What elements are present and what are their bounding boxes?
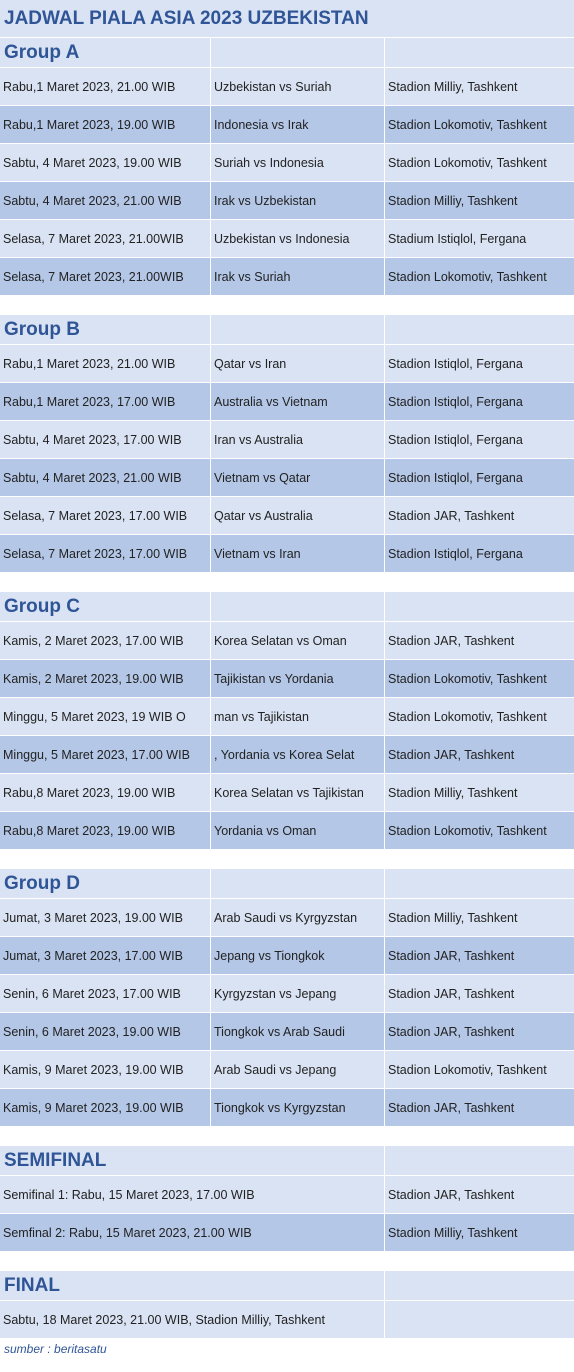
match-date: Jumat, 3 Maret 2023, 17.00 WIB <box>3 948 183 963</box>
match-date: Senin, 6 Maret 2023, 17.00 WIB <box>3 986 181 1001</box>
match-date: Senin, 6 Maret 2023, 19.00 WIB <box>3 1024 181 1039</box>
match-venue: Stadion Milliy, Tashkent <box>384 1214 574 1251</box>
match-date: Sabtu, 4 Maret 2023, 19.00 WIB <box>3 155 182 170</box>
match-venue: Stadion Lokomotiv, Tashkent <box>384 144 574 181</box>
section-gap <box>0 573 574 592</box>
table-row <box>0 68 574 106</box>
match-date: Selasa, 7 Maret 2023, 21.00WIB <box>3 231 184 246</box>
match-venue: Stadion JAR, Tashkent <box>384 497 574 534</box>
match-venue: Stadion JAR, Tashkent <box>384 975 574 1012</box>
match-venue: Stadion Istiqlol, Fergana <box>384 345 574 382</box>
table-row <box>0 1214 574 1252</box>
source-note: sumber : beritasatu <box>4 1342 107 1356</box>
match-venue: Stadion JAR, Tashkent <box>384 1176 574 1213</box>
match-venue: Stadion Lokomotiv, Tashkent <box>384 812 574 849</box>
table-row <box>0 622 574 660</box>
match-venue: Stadion Lokomotiv, Tashkent <box>384 258 574 295</box>
match-teams: Irak vs Uzbekistan <box>210 182 384 219</box>
section-gap <box>0 850 574 869</box>
table-row <box>0 258 574 296</box>
page-title: JADWAL PIALA ASIA 2023 UZBEKISTAN <box>0 0 574 38</box>
match-date: Jumat, 3 Maret 2023, 19.00 WIB <box>3 910 183 925</box>
section-name: FINAL <box>0 1271 384 1300</box>
match-venue: Stadion Milliy, Tashkent <box>384 68 574 105</box>
table-row <box>0 535 574 573</box>
group-a-header <box>0 38 574 68</box>
group-name: Group C <box>0 592 210 621</box>
table-row <box>0 899 574 937</box>
final-info: Sabtu, 18 Maret 2023, 21.00 WIB, Stadion Milliy, Tashkent <box>3 1312 325 1327</box>
match-date: Kamis, 2 Maret 2023, 19.00 WIB <box>3 671 184 686</box>
match-teams: Arab Saudi vs Jepang <box>210 1051 384 1088</box>
match-teams: Suriah vs Indonesia <box>210 144 384 181</box>
group-d-header <box>0 869 574 899</box>
table-row <box>0 144 574 182</box>
semifinal-header <box>0 1146 574 1176</box>
match-teams: Vietnam vs Qatar <box>210 459 384 496</box>
match-date: Kamis, 2 Maret 2023, 17.00 WIB <box>3 633 184 648</box>
match-date: Sabtu, 4 Maret 2023, 21.00 WIB <box>3 470 182 485</box>
match-date: Rabu,1 Maret 2023, 19.00 WIB <box>3 117 176 132</box>
match-date: Sabtu, 4 Maret 2023, 17.00 WIB <box>3 432 182 447</box>
match-teams: Australia vs Vietnam <box>210 383 384 420</box>
match-date: Rabu,1 Maret 2023, 21.00 WIB <box>3 79 176 94</box>
match-teams: Uzbekistan vs Indonesia <box>210 220 384 257</box>
match-teams: Irak vs Suriah <box>210 258 384 295</box>
match-teams: Qatar vs Australia <box>210 497 384 534</box>
match-date: Kamis, 9 Maret 2023, 19.00 WIB <box>3 1100 184 1115</box>
match-teams: Korea Selatan vs Tajikistan <box>210 774 384 811</box>
semifinal-info: Semfinal 2: Rabu, 15 Maret 2023, 21.00 WIB <box>3 1225 252 1240</box>
semifinal-info: Semifinal 1: Rabu, 15 Maret 2023, 17.00 WIB <box>3 1187 255 1202</box>
table-row <box>0 421 574 459</box>
match-teams: Tajikistan vs Yordania <box>210 660 384 697</box>
table-row <box>0 774 574 812</box>
match-teams: Indonesia vs Irak <box>210 106 384 143</box>
table-row <box>0 937 574 975</box>
match-date: Kamis, 9 Maret 2023, 19.00 WIB <box>3 1062 184 1077</box>
match-venue: Stadion Lokomotiv, Tashkent <box>384 106 574 143</box>
table-row <box>0 1089 574 1127</box>
section-gap <box>0 296 574 315</box>
match-date: Rabu,8 Maret 2023, 19.00 WIB <box>3 823 176 838</box>
match-date: Selasa, 7 Maret 2023, 21.00WIB <box>3 269 184 284</box>
match-date: Rabu,8 Maret 2023, 19.00 WIB <box>3 785 176 800</box>
group-name: Group B <box>0 315 210 344</box>
match-venue: Stadion JAR, Tashkent <box>384 1089 574 1126</box>
match-teams: Yordania vs Oman <box>210 812 384 849</box>
match-teams: Kyrgyzstan vs Jepang <box>210 975 384 1012</box>
table-row <box>0 497 574 535</box>
match-venue: Stadion Milliy, Tashkent <box>384 182 574 219</box>
section-gap <box>0 1127 574 1146</box>
table-row <box>0 660 574 698</box>
match-teams: , Yordania vs Korea Selat <box>210 736 384 773</box>
table-row <box>0 1051 574 1089</box>
match-date: Rabu,1 Maret 2023, 21.00 WIB <box>3 356 176 371</box>
match-date: Minggu, 5 Maret 2023, 19 WIB O <box>3 709 186 724</box>
match-venue: Stadion Lokomotiv, Tashkent <box>384 660 574 697</box>
match-venue: Stadion Istiqlol, Fergana <box>384 421 574 458</box>
match-venue: Stadion Milliy, Tashkent <box>384 774 574 811</box>
match-date: Rabu,1 Maret 2023, 17.00 WIB <box>3 394 176 409</box>
match-teams: Iran vs Australia <box>210 421 384 458</box>
table-row <box>0 736 574 774</box>
match-teams: Tiongkok vs Arab Saudi <box>210 1013 384 1050</box>
match-date: Minggu, 5 Maret 2023, 17.00 WIB <box>3 747 190 762</box>
match-teams: Jepang vs Tiongkok <box>210 937 384 974</box>
table-row <box>0 106 574 144</box>
match-date: Sabtu, 4 Maret 2023, 21.00 WIB <box>3 193 182 208</box>
match-teams: Arab Saudi vs Kyrgyzstan <box>210 899 384 936</box>
group-name: Group D <box>0 869 210 898</box>
table-row <box>0 1013 574 1051</box>
match-venue: Stadium Istiqlol, Fergana <box>384 220 574 257</box>
table-row <box>0 975 574 1013</box>
match-venue: Stadion Istiqlol, Fergana <box>384 459 574 496</box>
match-venue: Stadion JAR, Tashkent <box>384 1013 574 1050</box>
match-venue: Stadion JAR, Tashkent <box>384 736 574 773</box>
match-teams: man vs Tajikistan <box>210 698 384 735</box>
table-row <box>0 698 574 736</box>
group-name: Group A <box>0 38 210 67</box>
section-name: SEMIFINAL <box>0 1146 384 1175</box>
match-venue: Stadion Istiqlol, Fergana <box>384 535 574 572</box>
match-date: Selasa, 7 Maret 2023, 17.00 WIB <box>3 546 188 561</box>
group-c-header <box>0 592 574 622</box>
match-venue: Stadion JAR, Tashkent <box>384 937 574 974</box>
match-teams: Tiongkok vs Kyrgyzstan <box>210 1089 384 1126</box>
match-venue: Stadion Milliy, Tashkent <box>384 899 574 936</box>
match-teams: Qatar vs Iran <box>210 345 384 382</box>
table-row <box>0 345 574 383</box>
section-gap <box>0 1252 574 1271</box>
table-row <box>0 220 574 258</box>
table-row <box>0 383 574 421</box>
table-row <box>0 1301 574 1339</box>
group-b-header <box>0 315 574 345</box>
table-row <box>0 459 574 497</box>
table-row <box>0 1176 574 1214</box>
table-row <box>0 182 574 220</box>
final-header <box>0 1271 574 1301</box>
match-venue: Stadion Lokomotiv, Tashkent <box>384 698 574 735</box>
match-date: Selasa, 7 Maret 2023, 17.00 WIB <box>3 508 188 523</box>
table-row <box>0 812 574 850</box>
match-teams: Vietnam vs Iran <box>210 535 384 572</box>
match-teams: Uzbekistan vs Suriah <box>210 68 384 105</box>
match-venue: Stadion JAR, Tashkent <box>384 622 574 659</box>
match-teams: Korea Selatan vs Oman <box>210 622 384 659</box>
match-venue: Stadion Istiqlol, Fergana <box>384 383 574 420</box>
match-venue: Stadion Lokomotiv, Tashkent <box>384 1051 574 1088</box>
